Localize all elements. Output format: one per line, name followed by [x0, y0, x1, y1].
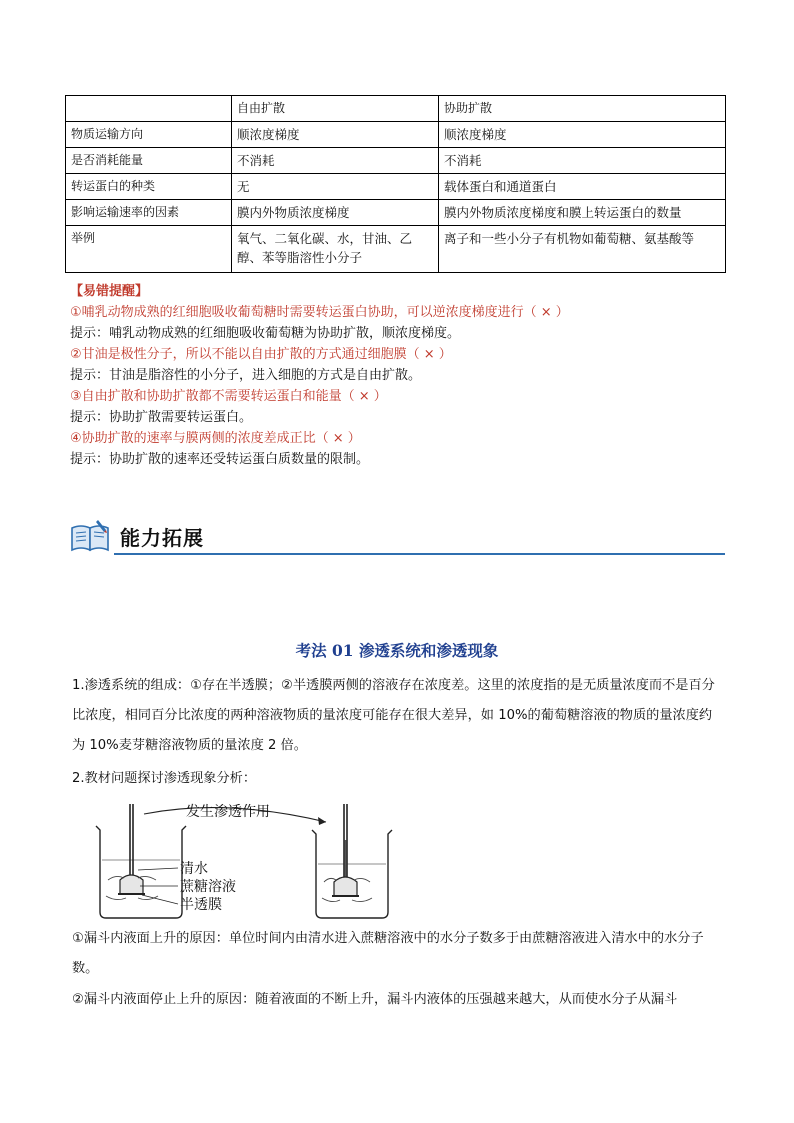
mistake-statement: ①哺乳动物成熟的红细胞吸收葡萄糖时需要转运蛋白协助，可以逆浓度梯度进行（ × ）	[70, 305, 569, 320]
table-row	[66, 174, 726, 200]
table-cell: 不消耗	[439, 148, 726, 174]
table-header-cell: 自由扩散	[232, 96, 439, 122]
table-cell: 顺浓度梯度	[439, 122, 726, 148]
table-cell: 是否消耗能量	[66, 148, 232, 174]
mistake-statement: ④协助扩散的速率与膜两侧的浓度差成正比（ × ）	[70, 431, 361, 446]
table-cell: 离子和一些小分子有机物如葡萄糖、氨基酸等	[439, 226, 726, 273]
book-pen-icon	[70, 518, 112, 554]
mistake-statement: ②甘油是极性分子，所以不能以自由扩散的方式通过细胞膜（ × ）	[70, 347, 452, 362]
table-cell: 转运蛋白的种类	[66, 174, 232, 200]
mistake-hint: 提示：协助扩散的速率还受转运蛋白质数量的限制。	[70, 452, 370, 467]
table-cell: 膜内外物质浓度梯度和膜上转运蛋白的数量	[439, 200, 726, 226]
table-cell: 物质运输方向	[66, 122, 232, 148]
mistake-hint: 提示：哺乳动物成熟的红细胞吸收葡萄糖为协助扩散，顺浓度梯度。	[70, 326, 461, 341]
mistake-statement: ③自由扩散和协助扩散都不需要转运蛋白和能量（ × ）	[70, 389, 387, 404]
label-sucrose: 蔗糖溶液	[180, 879, 236, 895]
section-banner	[70, 514, 725, 560]
table-cell: 举例	[66, 226, 232, 273]
table-header-cell: 协助扩散	[439, 96, 726, 122]
mistake-heading: 【易错提醒】	[70, 284, 149, 299]
table-header-row	[66, 96, 726, 122]
beaker-right	[312, 830, 392, 918]
label-water: 清水	[180, 861, 208, 877]
table-cell: 载体蛋白和通道蛋白	[439, 174, 726, 200]
table-cell: 膜内外物质浓度梯度	[232, 200, 439, 226]
table-cell: 顺浓度梯度	[232, 122, 439, 148]
table-cell: 影响运输速率的因素	[66, 200, 232, 226]
paragraph-osmotic-system: 1.渗透系统的组成：①存在半透膜；②半透膜两侧的溶液存在浓度差。这里的浓度指的是无质量浓度而不是百分比浓度，相同百分比浓度的两种溶液物质的量浓度可能存在很大差异，如 10%的葡萄糖溶液的物质的量浓度约为 10%麦芽糖溶液物质的量浓度 2 倍。	[72, 678, 715, 753]
paragraph-rise-reason: ①漏斗内液面上升的原因：单位时间内由清水进入蔗糖溶液中的水分子数多于由蔗糖溶液进入清水中的水分子数。	[72, 931, 704, 976]
table-header-cell	[66, 96, 232, 122]
table-row	[66, 122, 726, 148]
table-row	[66, 148, 726, 174]
funnel-bulb-right	[334, 877, 357, 896]
beaker-left	[96, 826, 186, 918]
comparison-table	[65, 95, 726, 273]
table-row	[66, 200, 726, 226]
mistake-reminders	[70, 281, 730, 470]
section-divider	[114, 553, 725, 555]
arrow-label: 发生渗透作用	[186, 804, 270, 820]
table-cell: 不消耗	[232, 148, 439, 174]
table-row	[66, 226, 726, 273]
paragraph-textbook-analysis: 2.教材问题探讨渗透现象分析：	[72, 771, 257, 786]
osmosis-diagram	[86, 800, 396, 920]
table-cell: 氧气、二氧化碳、水，甘油、乙醇、苯等脂溶性小分子	[232, 226, 439, 273]
label-membrane: 半透膜	[180, 897, 222, 913]
mistake-hint: 提示：协助扩散需要转运蛋白。	[70, 410, 253, 425]
method-title: 考法 01 渗透系统和渗透现象	[295, 641, 499, 660]
paragraph-stop-reason: ②漏斗内液面停止上升的原因：随着液面的不断上升，漏斗内液体的压强越来越大，从而使水分子从漏斗	[72, 992, 678, 1007]
section-title: 能力拓展	[120, 526, 204, 550]
mistake-hint: 提示：甘油是脂溶性的小分子，进入细胞的方式是自由扩散。	[70, 368, 422, 383]
table-cell: 无	[232, 174, 439, 200]
